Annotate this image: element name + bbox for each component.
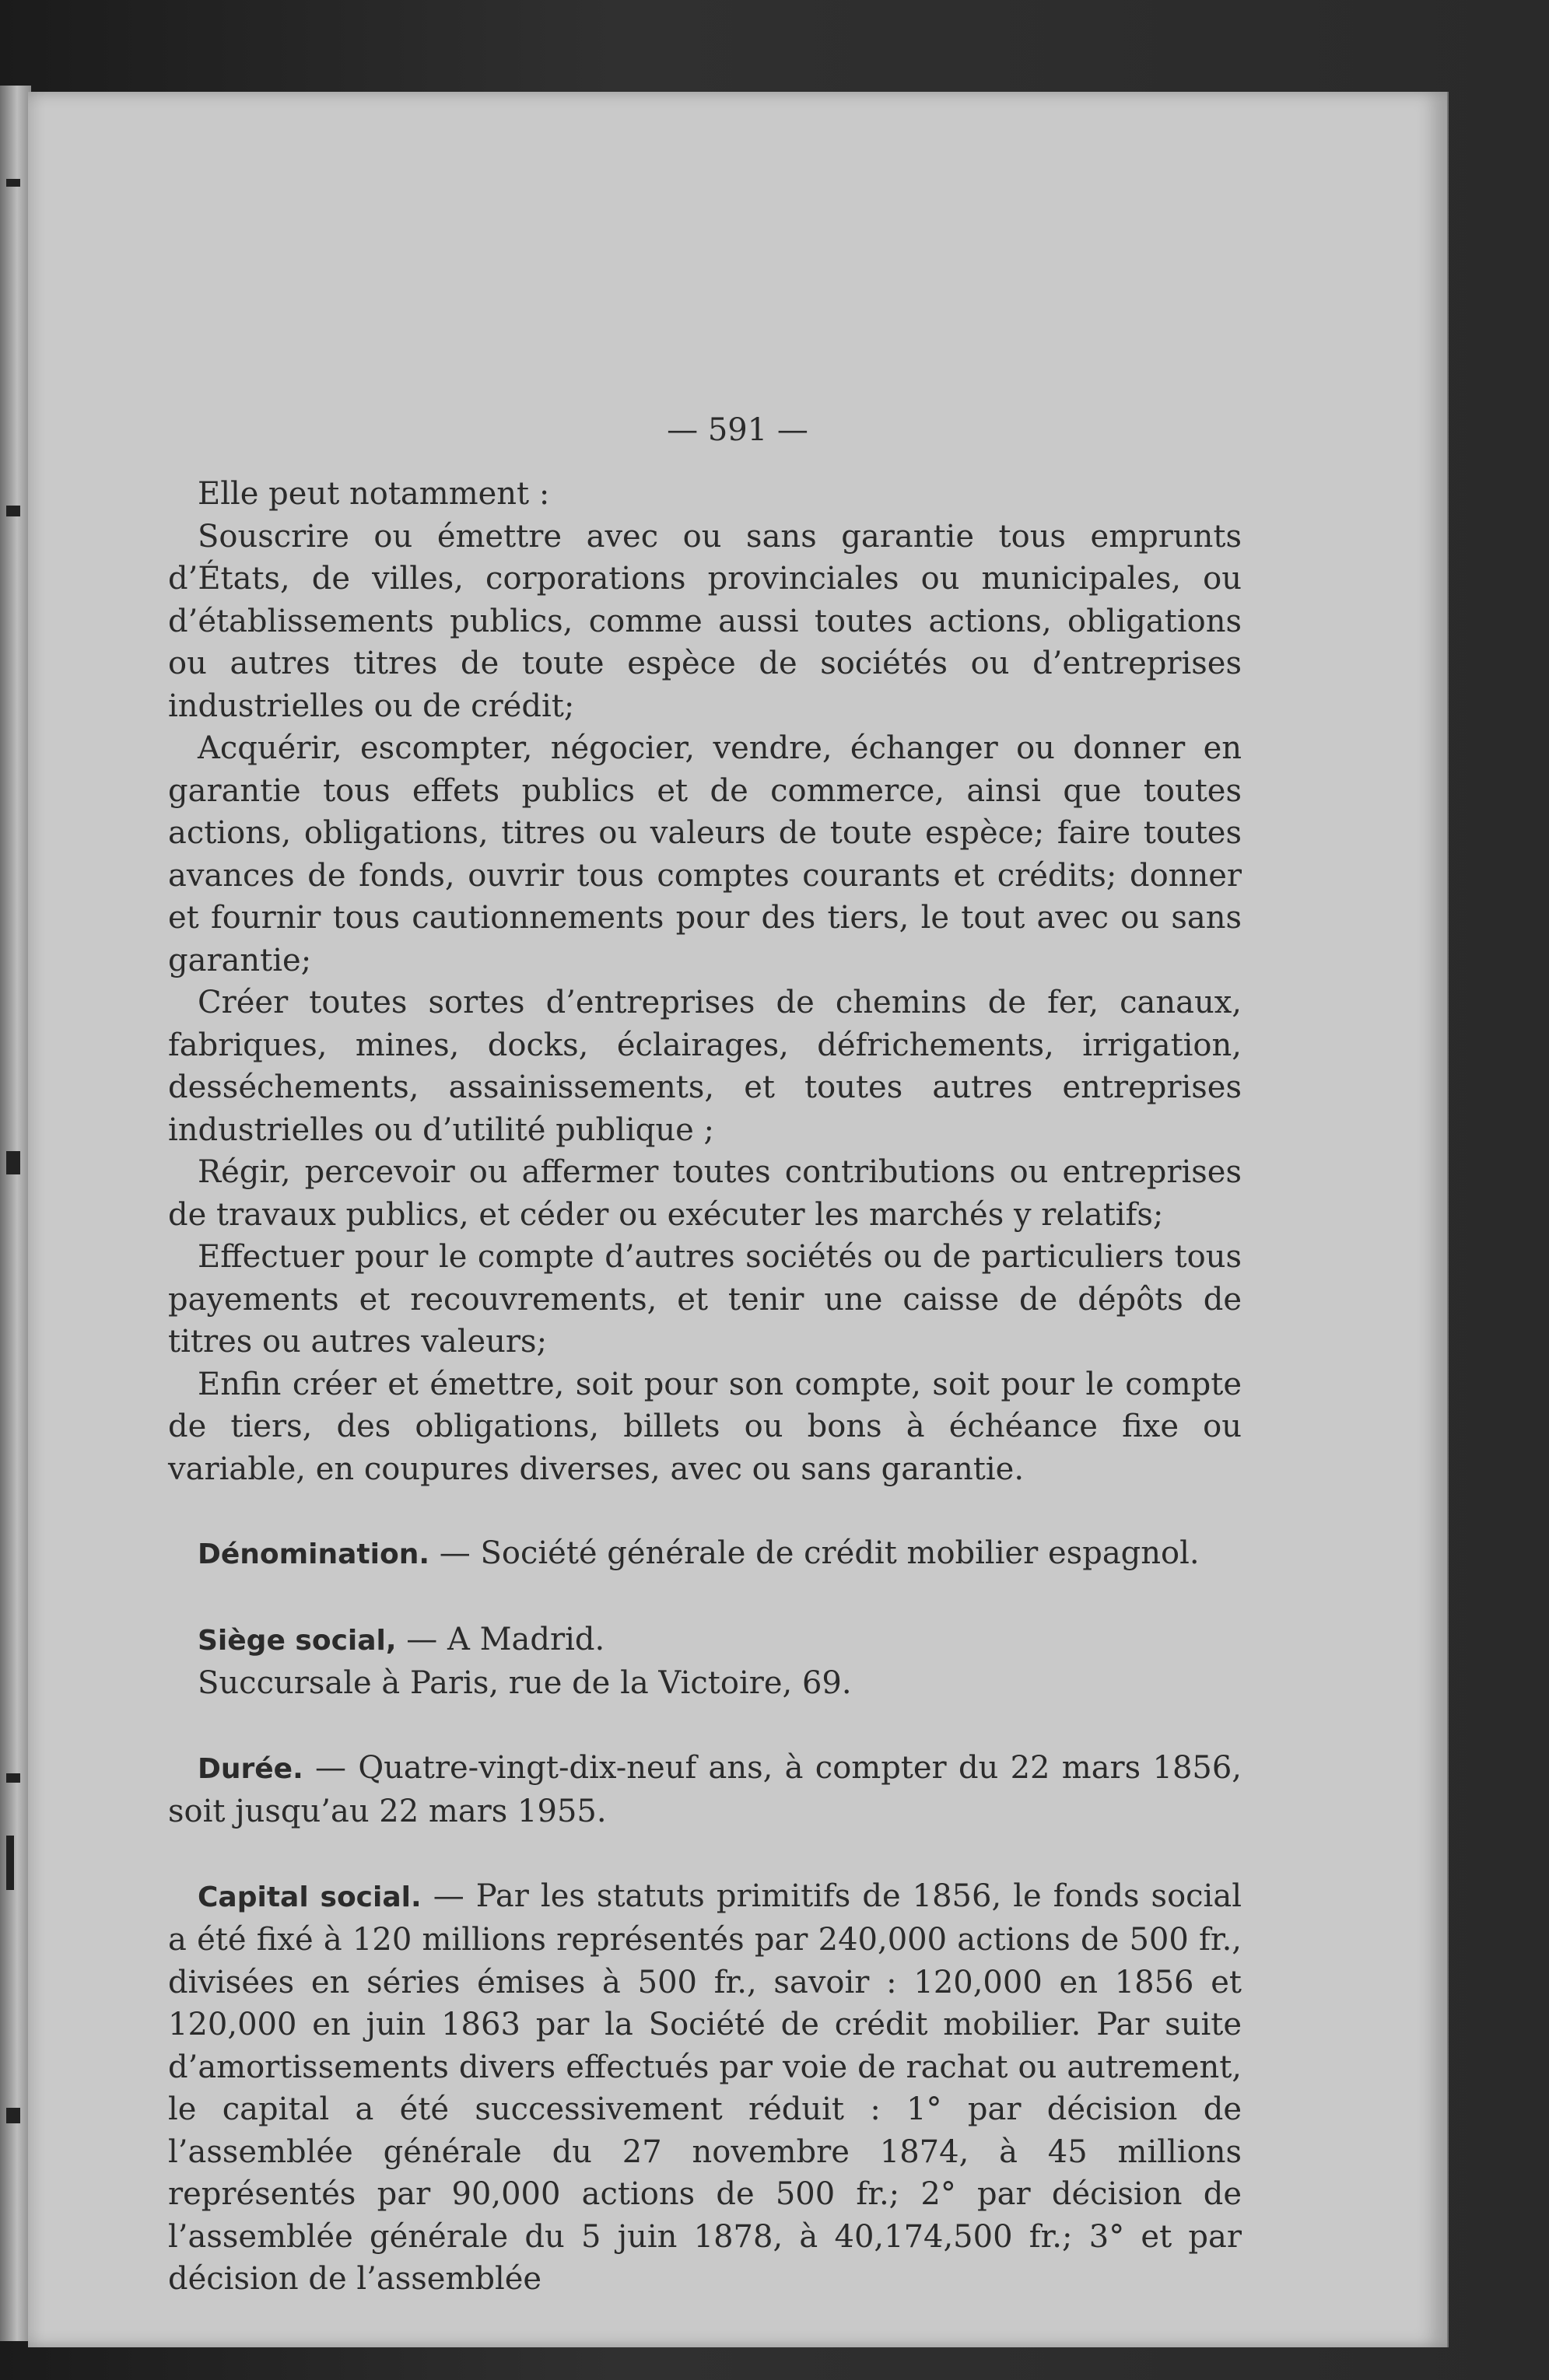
succursale-line: Succursale à Paris, rue de la Victoire, 69. [198, 1665, 852, 1701]
binding-mark [6, 1836, 14, 1890]
spacer [168, 1490, 1242, 1532]
spacer [168, 1705, 1242, 1747]
book-page [28, 92, 1447, 2347]
spacer [168, 1833, 1242, 1875]
binding-mark [6, 1773, 20, 1783]
siege-entry [168, 1619, 1242, 1663]
binding-mark [6, 179, 20, 187]
denomination-entry [168, 1532, 1242, 1577]
siege-text: — A Madrid. [396, 1621, 605, 1657]
paragraph: Enfin créer et émettre, soit pour son compte, soit pour le compte de tiers, des obligations, billets ou bons à échéance fixe ou variable, en coupures diverses, avec ou sans garantie. [168, 1366, 1242, 1487]
duree-text: — Quatre-vingt-dix-neuf ans, à compter du 22 mars 1856, soit jusqu’au 22 mars 1955. [168, 1749, 1242, 1829]
duree-entry [168, 1747, 1242, 1833]
duree-heading: Durée. [198, 1752, 303, 1785]
paragraph: Créer toutes sortes d’entreprises de chemins de fer, canaux, fabriques, mines, docks, éclairages, défrichements, irrigation, desséchements, assainissements, et toutes autres entreprises industrielles ou d’utilité publique ; [168, 985, 1242, 1148]
page-number: — 591 — [667, 412, 808, 448]
spacer [168, 1577, 1242, 1619]
capital-heading: Capital social. [198, 1881, 422, 1913]
binding-mark [6, 2108, 20, 2123]
binding-mark [6, 1151, 20, 1174]
denomination-text: — Société générale de crédit mobilier espagnol. [429, 1535, 1200, 1571]
capital-text: — Par les statuts primitifs de 1856, le fonds social a été fixé à 120 millions représentés par 240,000 actions de 500 fr., divisées en séries émises à 500 fr., savoir : 120,000 en 1856 et 120,000 en juin 1863 par la Société de crédit mobilier. Par suite d’amortissements divers effectués par voie de rachat ou autrement, le capital a été successivement réduit : 1° par décision de l’assemblée générale du 27 novembre 1874, à 45 millions représentés par 90,000 actions de 500 fr.; 2° par décision de l’assemblée générale du 5 juin 1878, à 40,174,500 fr.; 3° et par décision de l’assemblée [168, 1878, 1242, 2297]
paragraph: Effectuer pour le compte d’autres sociétés ou de particuliers tous payements et recouvrements, et tenir une caisse de dépôts de titres ou autres valeurs; [168, 1239, 1242, 1360]
paragraph: Régir, percevoir ou affermer toutes contributions ou entreprises de travaux publics, et céder ou exécuter les marchés y relatifs; [168, 1154, 1242, 1233]
paragraph: Acquérir, escompter, négocier, vendre, échanger ou donner en garantie tous effets publics et de commerce, ainsi que toutes actions, obligations, titres ou valeurs de toute espèce; faire toutes avances de fonds, ouvrir tous comptes courants et crédits; donner et fournir tous cautionnements pour des tiers, le tout avec ou sans garantie; [168, 730, 1242, 978]
page-body [168, 473, 1242, 2301]
denomination-heading: Dénomination. [198, 1538, 430, 1570]
paragraph: Elle peut notamment : [198, 476, 550, 512]
capital-entry [168, 1875, 1242, 2301]
binding-mark [6, 506, 20, 516]
book-binding-edge [0, 86, 31, 2341]
siege-heading: Siège social, [198, 1624, 397, 1657]
paragraph: Souscrire ou émettre avec ou sans garantie tous emprunts d’États, de villes, corporations provinciales ou municipales, ou d’établissements publics, comme aussi toutes actions, obligations ou autres titres de toute espèce de sociétés ou d’entreprises industrielles ou de crédit; [168, 518, 1242, 724]
